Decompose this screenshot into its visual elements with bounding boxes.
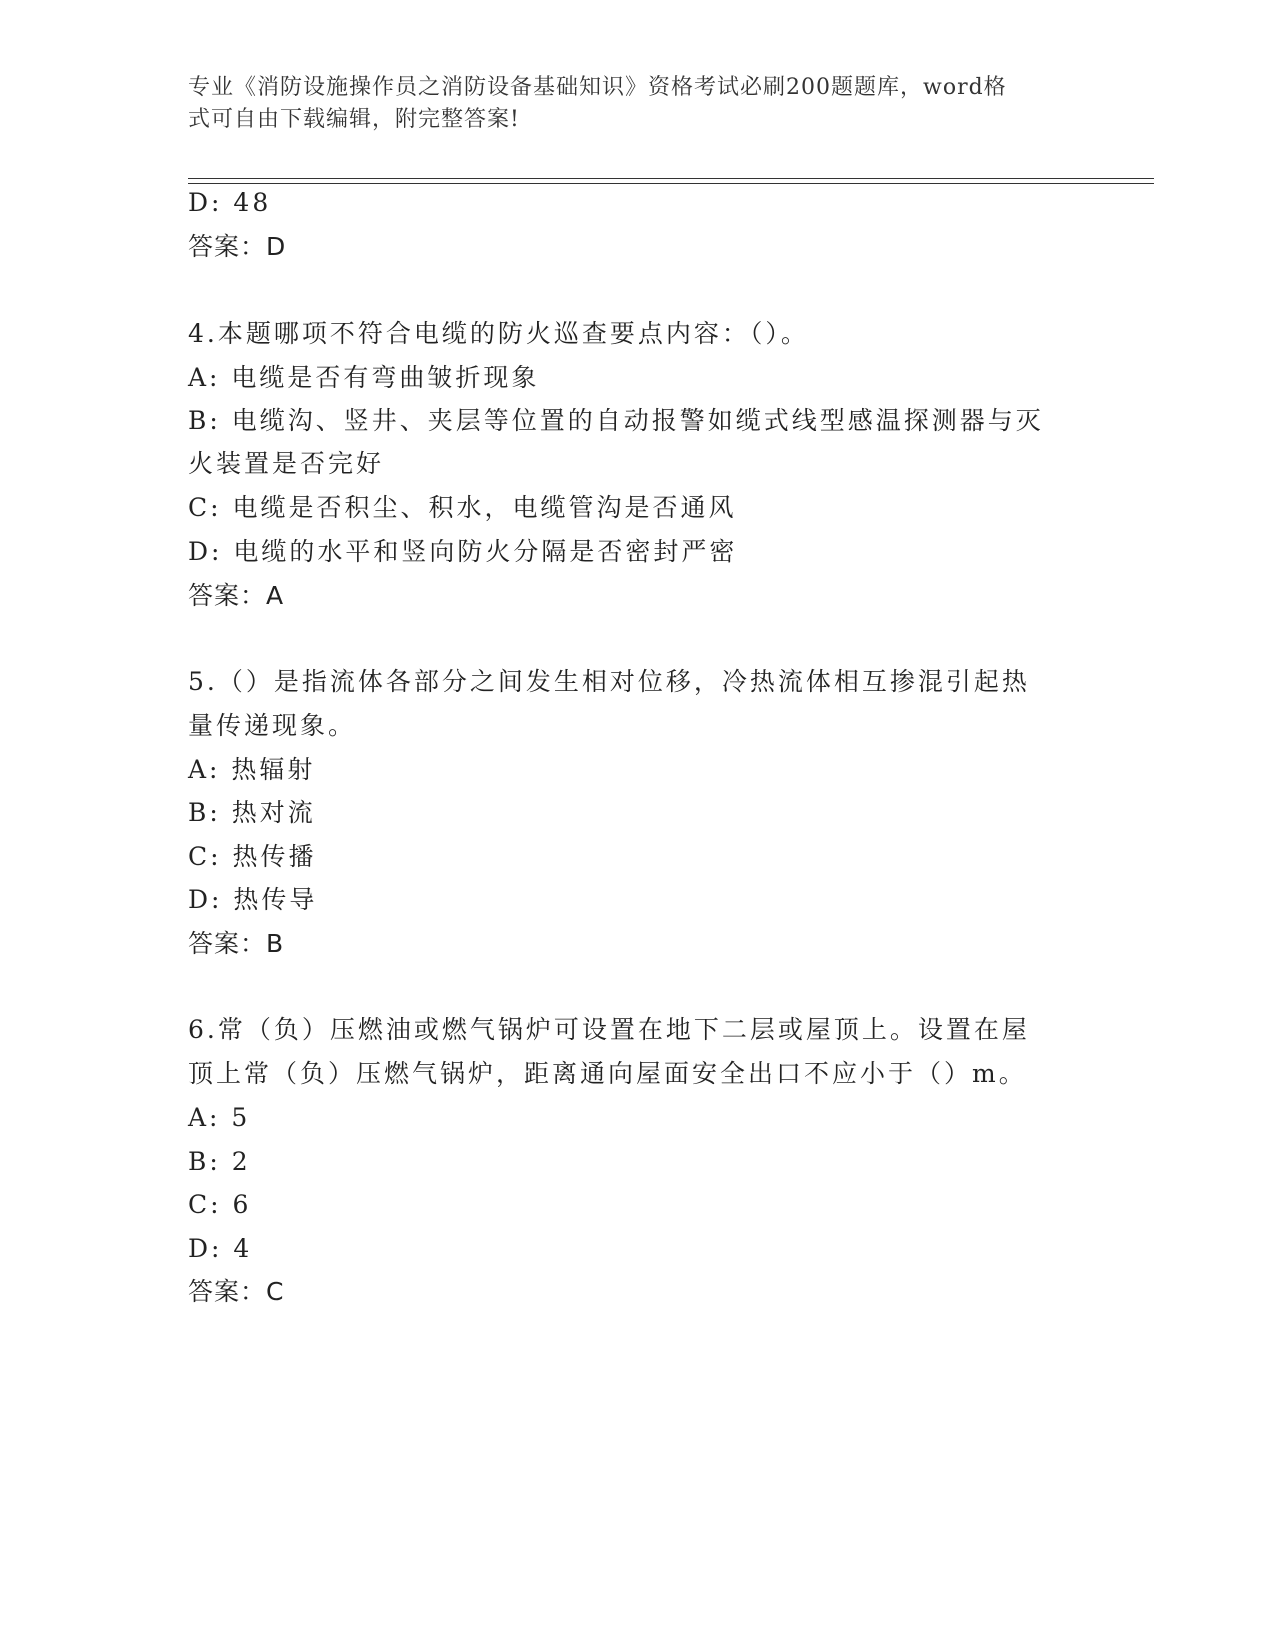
answer: 答案：A: [188, 581, 285, 610]
option-d: D: 4: [188, 1234, 253, 1263]
option-d: D: 电缆的水平和竖向防火分隔是否密封严密: [188, 537, 738, 566]
question-stem-cont: 量传递现象。: [188, 711, 357, 740]
option-a: A: 热辐射: [188, 755, 316, 784]
answer: 答案：C: [188, 1277, 285, 1306]
header-line-2: 式可自由下载编辑，附完整答案!: [188, 107, 520, 132]
header-line-1: 专业《消防设施操作员之消防设备基础知识》资格考试必刷200题题库，word格: [188, 75, 1007, 100]
question-stem: 6.常（负）压燃油或燃气锅炉可设置在地下二层或屋顶上。设置在屋: [188, 1015, 1030, 1044]
option-a: A: 5: [188, 1103, 251, 1132]
answer: 答案：B: [188, 929, 285, 958]
option-b: B: 热对流: [188, 798, 316, 827]
header-divider-top: [188, 178, 1154, 179]
prev-option-d: D: 48: [188, 188, 272, 217]
question-stem-cont: 顶上常（负）压燃气锅炉，距离通向屋面安全出口不应小于（）m。: [188, 1059, 1027, 1088]
option-b: B: 电缆沟、竖井、夹层等位置的自动报警如缆式线型感温探测器与灭: [188, 406, 1044, 435]
page-header: [188, 72, 1068, 136]
option-c: C: 6: [188, 1190, 252, 1219]
option-d: D: 热传导: [188, 885, 318, 914]
prev-answer: 答案：D: [188, 232, 287, 261]
option-b-cont: 火装置是否完好: [188, 449, 385, 478]
option-b: B: 2: [188, 1147, 251, 1176]
question-stem: 4.本题哪项不符合电缆的防火巡查要点内容：（）。: [188, 319, 809, 348]
option-c: C: 电缆是否积尘、积水，电缆管沟是否通风: [188, 493, 737, 522]
question-stem: 5.（）是指流体各部分之间发生相对位移，冷热流体相互掺混引起热: [188, 667, 1030, 696]
option-c: C: 热传播: [188, 842, 317, 871]
option-a: A: 电缆是否有弯曲皱折现象: [188, 363, 540, 392]
header-divider-bottom: [188, 183, 1154, 184]
